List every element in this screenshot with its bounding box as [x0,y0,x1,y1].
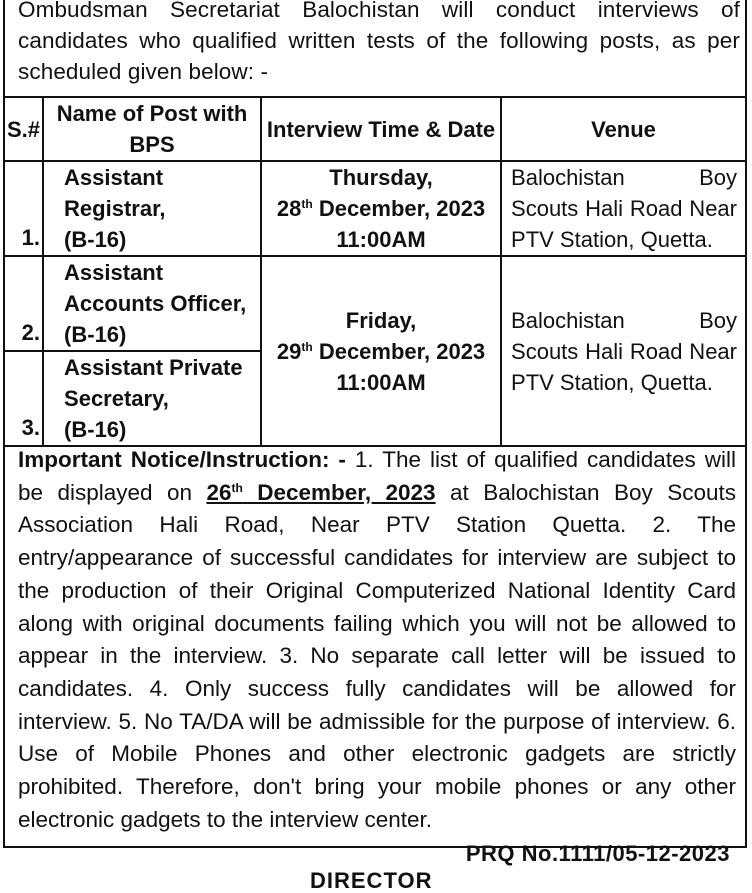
interview-time: 11:00AM [336,369,426,395]
post-line: Assistant [64,260,164,285]
row-sn: 3. [4,351,43,446]
row-date [261,161,501,256]
post-line: Registrar, [64,196,166,221]
interview-day: Friday, [345,307,417,333]
interview-schedule-table [3,96,747,447]
header-date: Interview Time & Date [261,97,501,161]
merged-venue [501,256,746,446]
post-line: Secretary, [64,386,169,411]
row-sn: 1. [4,161,43,256]
header-sn: S.# [4,97,43,161]
cropped-signature-title [310,868,450,893]
post-line: Assistant Private [64,355,243,380]
venue-rest: Scouts Hali Road Near PTV Station, Quetta. [511,338,737,395]
date-month-year: December, 2023 [242,479,436,505]
row-post [43,256,261,351]
post-line: Accounts Officer, [64,291,247,316]
post-line: (B-16) [64,417,127,442]
notice-heading: Important Notice/Instruction: - [18,447,346,472]
notice-text-2: at Balochistan Boy Scouts Association Hali Road, Near PTV Station Quetta. 2. The entry/appearance of successful candidates for interview are subject to the production of their Original Computerized National Identity Card along with original documents failing which you will not be allowed to appear in the interview. 3. No separate call letter will be issued to candidates. 4. Only success fully candidates will be allowed for interview. 5. No TA/DA will be admissible for the purpose of interview. 6. Use of Mobile Phones and other electronic gadgets are strictly prohibited. Therefore, don't bring your mobile phones or any other electronic gadgets to the interview center. [18,479,736,832]
prq-number: PRQ No.1111/05-12-2023 [465,841,730,866]
table-row [4,161,746,256]
table-row [4,256,746,351]
header-post: Name of Post with BPS [43,97,261,161]
post-line: Assistant [64,165,164,190]
date-suffix: th [301,339,313,354]
header-venue: Venue [501,97,746,161]
intro-paragraph: Ombudsman Secretariat Balochistan will conduct interviews of candidates who qualified written tests of the following posts, as per scheduled given below: - [18,0,740,84]
interview-date [264,193,498,224]
table-header-row [4,97,746,161]
merged-date [261,256,501,446]
interview-day: Thursday, [329,165,433,190]
date-suffix: th [231,480,243,495]
post-line: (B-16) [64,322,127,347]
date-number: 28 [276,196,302,221]
venue-rest: Scouts Hali Road Near PTV Station, Quetta. [511,196,737,252]
important-notice [18,444,736,836]
date-number: 26 [206,479,232,505]
display-date [206,480,435,505]
post-line: (B-16) [64,227,127,252]
venue-word: Balochistan [511,307,625,333]
venue-word: Balochistan [511,165,625,190]
interview-time: 11:00AM [336,227,426,252]
date-month-year: December, 2023 [312,338,486,364]
venue-word: Boy [699,165,737,190]
director-title: DIRECTOR [310,868,433,893]
row-post [43,351,261,446]
date-number: 29 [276,338,302,364]
row-sn: 2. [4,256,43,351]
row-post [43,161,261,256]
date-suffix: th [301,197,313,211]
date-month-year: December, 2023 [312,196,486,221]
notice-text-1: 1. The list of qualified candidates will be displayed on [18,447,736,505]
interview-date [264,336,498,367]
venue-word: Boy [699,307,737,333]
row-venue [501,161,746,256]
